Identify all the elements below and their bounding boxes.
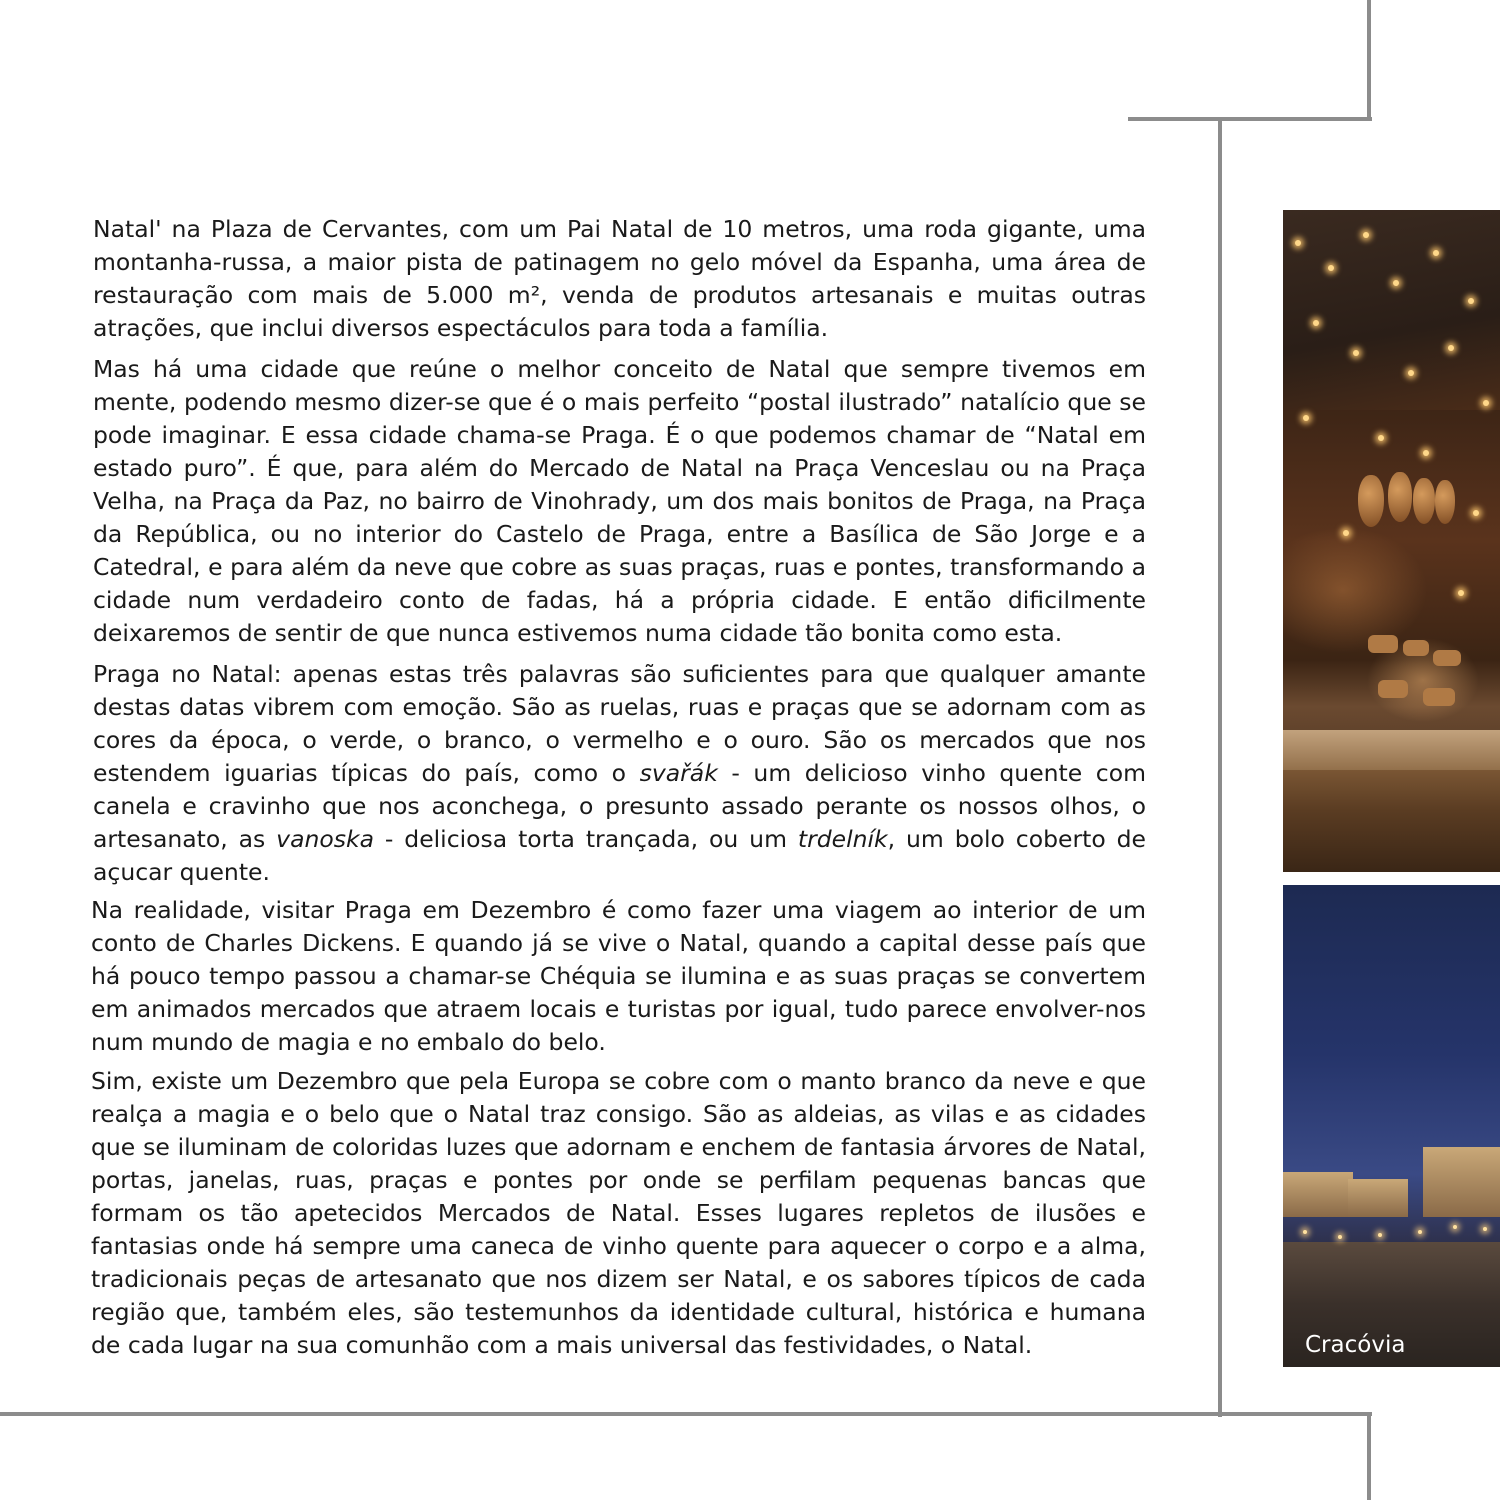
stall-counter-top [1283, 730, 1500, 775]
string-light [1393, 280, 1399, 286]
string-light [1378, 435, 1384, 441]
string-light [1313, 320, 1319, 326]
paragraph-4 [91, 894, 1146, 1059]
paragraph-3 [93, 658, 1146, 889]
street-light [1453, 1225, 1457, 1229]
paragraph-2 [93, 353, 1146, 650]
pastry [1403, 640, 1429, 656]
hanging-ham [1435, 480, 1455, 524]
paragraph-text: - um delicioso vinho quente com canela e cravinho que nos aconchega, o presunto assado perante os nossos olhos, o artesanato, as [93, 759, 1146, 853]
string-light [1353, 350, 1359, 356]
article-body [93, 213, 1146, 1370]
string-light [1295, 240, 1301, 246]
krakow-square-photo [1283, 885, 1500, 1367]
string-light [1343, 530, 1349, 536]
pastry [1368, 635, 1398, 653]
frame-bottom-horizontal [0, 1412, 1372, 1416]
frame-top-right-vertical [1367, 0, 1371, 121]
string-light [1473, 510, 1479, 516]
string-light [1303, 415, 1309, 421]
term-svarak: svařák [639, 759, 718, 787]
building [1348, 1179, 1408, 1217]
term-vanoska: vanoska [276, 825, 375, 853]
frame-bottom-right-vertical [1367, 1412, 1371, 1500]
string-light [1468, 298, 1474, 304]
hanging-ham [1388, 472, 1412, 522]
string-light [1423, 450, 1429, 456]
paragraph-5 [91, 1065, 1146, 1362]
stall-counter [1283, 770, 1500, 872]
paragraph-text: Mas há uma cidade que reúne o melhor conceito de Natal que sempre tivemos em mente, podendo mesmo dizer-se que é o mais perfeito “postal ilustrado” natalício que se pode imaginar. E essa cidade chama-se Praga. É o que podemos chamar de “Natal em estado puro”. É que, para além do Mercado de Natal na Praça Venceslau ou na Praça Velha, na Praça da Paz, no bairro de Vinohrady, um dos mais bonitos de Praga, na Praça da República, ou no interior do Castelo de Praga, entre a Basílica de São Jorge e a Catedral, e para além da neve que cobre as suas praças, ruas e pontes, transformando a cidade num verdadeiro conto de fadas, há a própria cidade. E então dificilmente deixaremos de sentir de que nunca estivemos numa cidade tão bonita como esta. [93, 355, 1146, 647]
street-light [1418, 1230, 1422, 1234]
string-light [1448, 345, 1454, 351]
paragraph-text: Na realidade, visitar Praga em Dezembro é como fazer uma viagem ao interior de um conto de Charles Dickens. E quando já se vive o Natal, quando a capital desse país que há pouco tempo passou a chamar-se Chéquia se ilumina e as suas praças se convertem em animados mercados que atraem locais e turistas por igual, tudo parece envolver-nos num mundo de magia e no embalo do belo. [91, 896, 1146, 1056]
string-light [1408, 370, 1414, 376]
string-light [1458, 590, 1464, 596]
street-light [1378, 1233, 1382, 1237]
frame-top-horizontal [1128, 117, 1372, 121]
paragraph-text: , um bolo coberto de açucar quente. [93, 825, 1146, 886]
string-light [1483, 400, 1489, 406]
street-light [1338, 1235, 1342, 1239]
pastry [1378, 680, 1408, 698]
street-light [1483, 1227, 1487, 1231]
paragraph-text: Sim, existe um Dezembro que pela Europa se cobre com o manto branco da neve e que realça a magia e o belo que o Natal traz consigo. São as aldeias, as vilas e as cidades que se iluminam de coloridas luzes que adornam e enchem de fantasia árvores de Natal, portas, janelas, ruas, praças e pontes por onde se perfilam pequenas bancas que formam os tão apetecidos Mercados de Natal. Esses lugares repletos de ilusões e fantasias onde há sempre uma caneca de vinho quente para aquecer o corpo e a alma, tradicionais peças de artesanato que nos dizem ser Natal, e os sabores típicos de cada região que, também eles, são testemunhos da identidade cultural, histórica e humana de cada lugar na sua comunhão com a mais universal das festividades, o Natal. [91, 1067, 1146, 1359]
term-trdelnik: trdelník [797, 825, 888, 853]
paragraph-text: Natal' na Plaza de Cervantes, com um Pai Natal de 10 metros, uma roda gigante, uma montanha-russa, a maior pista de patinagem no gelo móvel da Espanha, uma área de restauração com mais de 5.000 m², venda de produtos artesanais e muitas outras atrações, que inclui diversos espectáculos para toda a família. [93, 215, 1146, 342]
string-light [1328, 265, 1334, 271]
frame-center-vertical [1218, 117, 1222, 1417]
paragraph-text: - deliciosa torta trançada, ou um [374, 825, 798, 853]
photo-caption: Cracóvia [1305, 1332, 1406, 1358]
paragraph-1 [93, 213, 1146, 345]
hanging-ham [1413, 478, 1435, 524]
string-light [1363, 232, 1369, 238]
pastry [1433, 650, 1461, 666]
building [1283, 1172, 1353, 1217]
stall-roof [1283, 210, 1500, 410]
cloth-hall-building [1423, 1147, 1500, 1217]
hanging-ham [1358, 475, 1384, 527]
street-light [1303, 1230, 1307, 1234]
string-light [1433, 250, 1439, 256]
market-stall-photo [1283, 210, 1500, 872]
paragraph-text: Praga no Natal: apenas estas três palavras são suficientes para que qualquer amante destas datas vibrem com emoção. São as ruelas, ruas e praças que se adornam com as cores da época, o verde, o branco, o vermelho e o ouro. São os mercados que nos estendem iguarias típicas do país, como o [93, 660, 1146, 787]
pastry [1423, 688, 1455, 706]
